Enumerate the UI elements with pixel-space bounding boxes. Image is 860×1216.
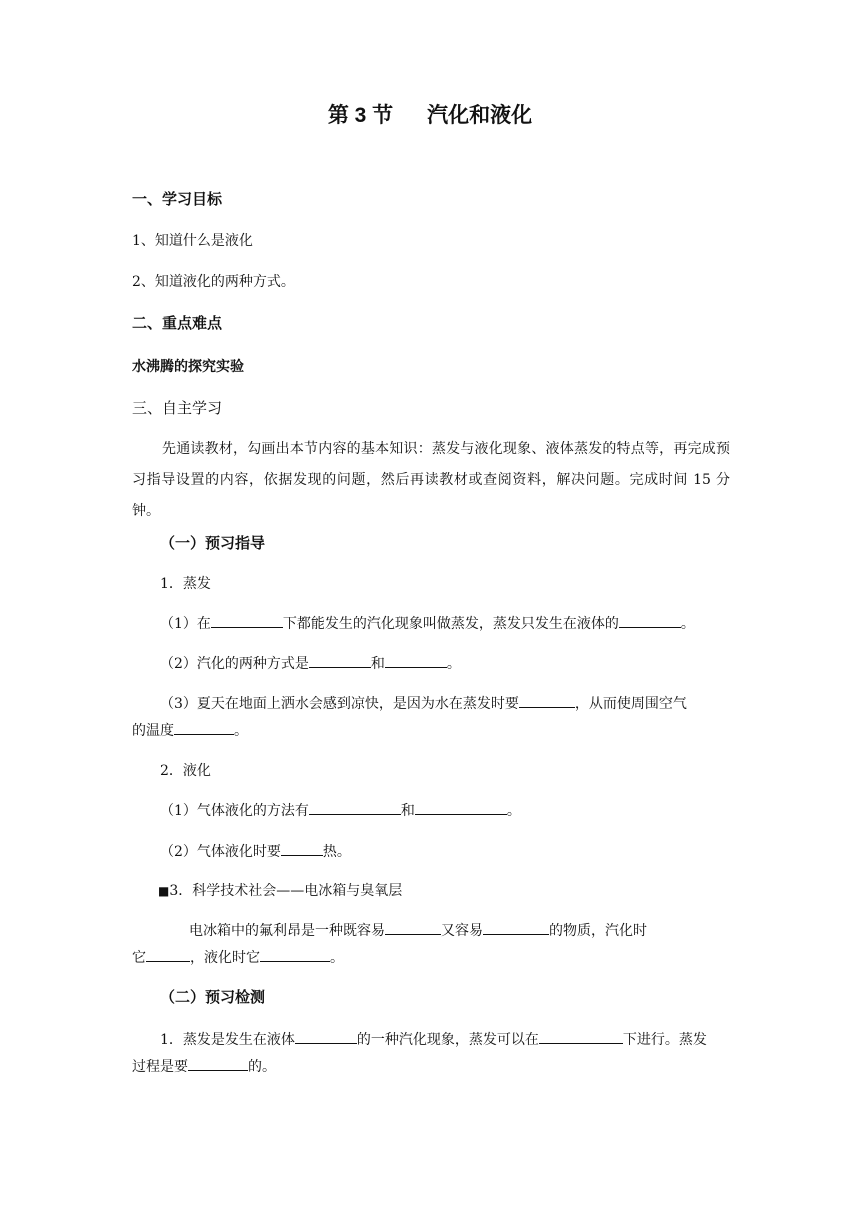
answer-blank[interactable] <box>385 652 447 668</box>
key-point-content: 水沸腾的探究实验 <box>132 358 244 374</box>
question-1: （1）在 下都能发生的汽化现象叫做蒸发，蒸发只发生在液体的 。 <box>160 612 695 635</box>
check-question-1-line-1: 1．蒸发是发生在液体 的一种汽化现象，蒸发可以在 下进行。蒸发 <box>160 1028 707 1051</box>
answer-blank[interactable] <box>146 946 190 962</box>
heading-self-study: 三、自主学习 <box>132 400 223 417</box>
answer-blank[interactable] <box>309 799 401 815</box>
heading-learning-goals: 一、学习目标 <box>132 191 223 208</box>
question-6-line-2: 它 ，液化时它 。 <box>132 946 344 969</box>
answer-blank[interactable] <box>483 919 549 935</box>
goal-1: 1、知道什么是液化 <box>132 233 253 249</box>
question-6-line-1: 电冰箱中的氟利昂是一种既容易 又容易 的物质，汽化时 <box>189 919 647 942</box>
section-number: 第 3 节 <box>327 104 394 127</box>
answer-blank[interactable] <box>415 799 507 815</box>
answer-blank[interactable] <box>539 1028 623 1044</box>
answer-blank[interactable] <box>260 946 330 962</box>
item-liquefaction: 2．液化 <box>160 763 211 779</box>
question-3-line-2: 的温度 。 <box>132 719 248 742</box>
item-science-society: ■3．科学技术社会——电冰箱与臭氧层 <box>158 883 403 899</box>
square-bullet-icon: ■ <box>158 884 170 898</box>
answer-blank[interactable] <box>385 919 441 935</box>
answer-blank[interactable] <box>619 612 681 628</box>
question-5: （2）气体液化时要 热。 <box>160 840 351 863</box>
heading-key-points: 二、重点难点 <box>132 315 223 332</box>
question-2: （2）汽化的两种方式是 和 。 <box>160 652 461 675</box>
heading-preview-check: （二）预习检测 <box>160 989 266 1006</box>
answer-blank[interactable] <box>295 1028 357 1044</box>
check-question-1-line-2: 过程是要 的。 <box>132 1055 276 1078</box>
answer-blank[interactable] <box>309 652 371 668</box>
question-3-line-1: （3）夏天在地面上洒水会感到凉快，是因为水在蒸发时要 ，从而使周围空气 <box>160 692 687 715</box>
answer-blank[interactable] <box>519 692 575 708</box>
page-title <box>0 101 860 131</box>
answer-blank[interactable] <box>211 612 283 628</box>
goal-2: 2、知道液化的两种方式。 <box>132 274 295 290</box>
answer-blank[interactable] <box>281 840 323 856</box>
heading-preview-guide: （一）预习指导 <box>160 535 266 552</box>
section-name: 汽化和液化 <box>427 104 533 127</box>
answer-blank[interactable] <box>174 719 234 735</box>
item-evaporation: 1．蒸发 <box>160 576 211 592</box>
answer-blank[interactable] <box>188 1055 248 1071</box>
self-study-intro: 先通读教材，勾画出本节内容的基本知识：蒸发与液化现象、液体蒸发的特点等，再完成预习指导设置的内容，依据发现的问题，然后再读教材或查阅资料，解决问题。完成时间 15 分钟。 <box>132 441 730 519</box>
question-4: （1）气体液化的方法有 和 。 <box>160 799 521 822</box>
